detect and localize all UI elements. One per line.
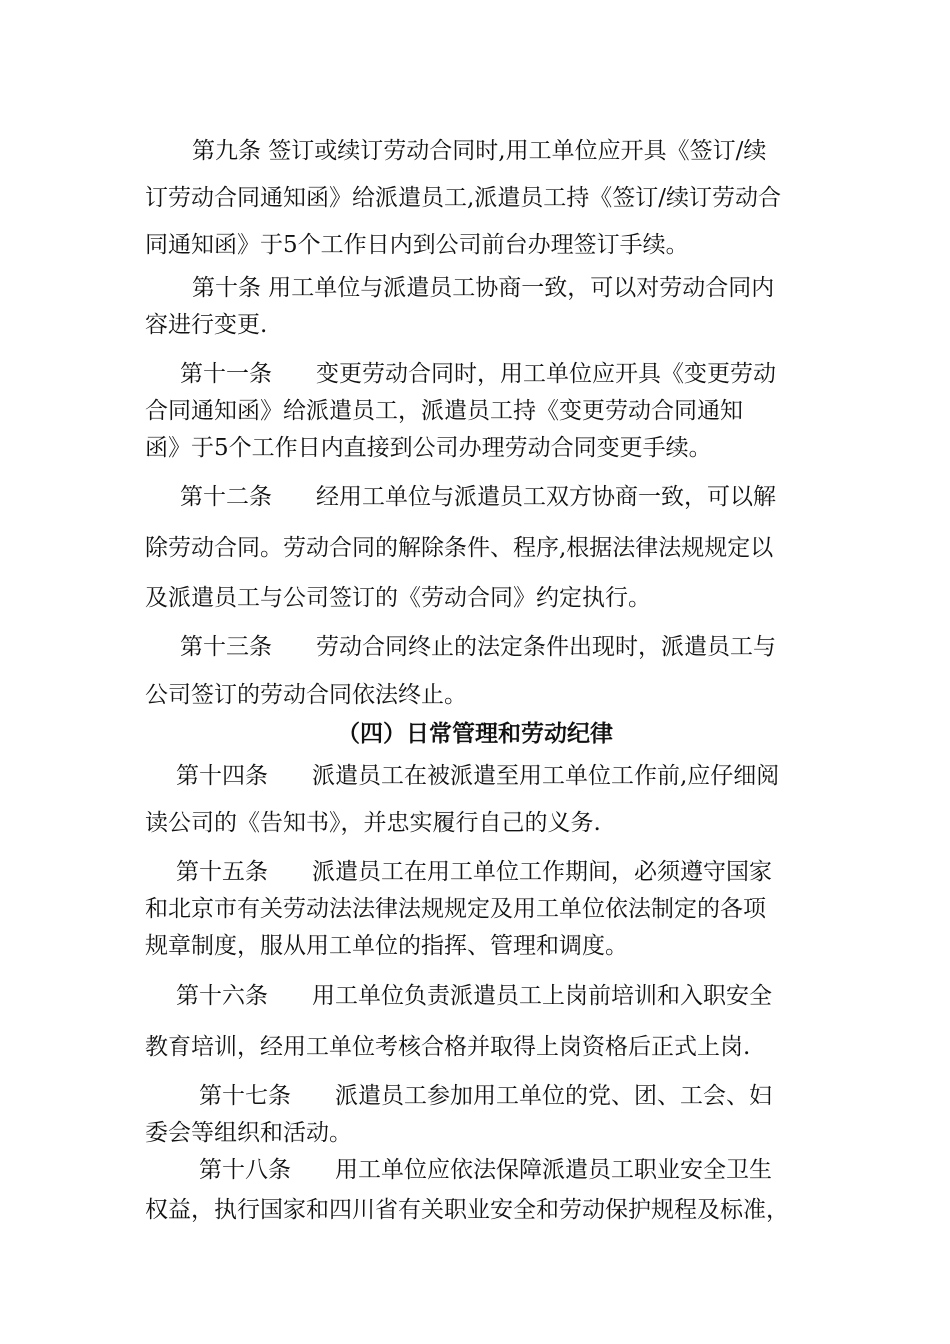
article-number: 第十八条	[199, 1157, 291, 1183]
paragraph-line	[199, 1081, 864, 1111]
article-text: 经用工单位与派遣员工双方协商一致，可以解	[316, 484, 776, 510]
paragraph-line: 函》于5个工作日内直接到公司办理劳动合同变更手续。	[145, 435, 712, 461]
paragraph-line: 和北京市有关劳动法法律法规规定及用工单位依法制定的各项	[145, 896, 766, 922]
paragraph-line	[180, 359, 845, 389]
article-text: 派遣员工参加用工单位的党、团、工会、妇	[335, 1083, 772, 1109]
article-number: 第十四条	[176, 763, 268, 789]
article-number: 第十二条	[180, 484, 272, 510]
paragraph-line	[176, 981, 841, 1011]
paragraph-line: 教育培训，经用工单位考核合格并取得上岗资格后正式上岗.	[145, 1034, 751, 1060]
article-text: 用工单位应依法保障派遣员工职业安全卫生	[335, 1157, 772, 1183]
paragraph-line	[199, 1155, 864, 1185]
paragraph-line: 权益，执行国家和四川省有关职业安全和劳动保护规程及标准，	[145, 1197, 789, 1223]
paragraph-line	[180, 482, 845, 512]
paragraph-line: 读公司的《告知书》，并忠实履行自己的义务.	[145, 810, 601, 836]
article-number: 第十六条	[176, 983, 268, 1009]
paragraph-line: 合同通知函》给派遣员工，派遣员工持《变更劳动合同通知	[145, 398, 743, 424]
article-number: 第十一条	[180, 361, 272, 387]
paragraph-line: 第九条 签订或续订劳动合同时,用工单位应开具《签订/续	[192, 138, 767, 164]
article-number: 第十七条	[199, 1083, 291, 1109]
paragraph-line: 容进行变更.	[145, 312, 268, 338]
article-number: 第十五条	[176, 859, 268, 885]
article-text: 派遣员工在用工单位工作期间，必须遵守国家	[312, 859, 772, 885]
article-text: 用工单位负责派遣员工上岗前培训和入职安全	[312, 983, 772, 1009]
article-text: 派遣员工在被派遣至用工单位工作前,应仔细阅	[312, 763, 780, 789]
paragraph-line: 除劳动合同。劳动合同的解除条件、程序,根据法律法规规定以	[145, 535, 774, 561]
paragraph-line: 规章制度，服从用工单位的指挥、管理和调度。	[145, 933, 628, 959]
section-heading: （四）日常管理和劳动纪律	[337, 721, 613, 747]
article-text: 劳动合同终止的法定条件出现时，派遣员工与	[316, 634, 776, 660]
paragraph-line: 同通知函》于5个工作日内到公司前台办理签订手续。	[145, 232, 689, 258]
paragraph-line: 及派遣员工与公司签订的《劳动合同》约定执行。	[145, 585, 651, 611]
paragraph-line: 订劳动合同通知函》给派遣员工,派遣员工持《签订/续订劳动合	[145, 185, 782, 211]
article-number: 第十三条	[180, 634, 272, 660]
article-text: 变更劳动合同时，用工单位应开具《变更劳动	[316, 361, 776, 387]
paragraph-line	[180, 632, 845, 662]
paragraph-line	[176, 761, 841, 791]
paragraph-line: 公司签订的劳动合同依法终止。	[145, 682, 467, 708]
paragraph-line	[176, 857, 841, 887]
paragraph-line: 委会等组织和活动。	[145, 1120, 352, 1146]
paragraph-line: 第十条 用工单位与派遣员工协商一致，可以对劳动合同内	[192, 275, 775, 301]
